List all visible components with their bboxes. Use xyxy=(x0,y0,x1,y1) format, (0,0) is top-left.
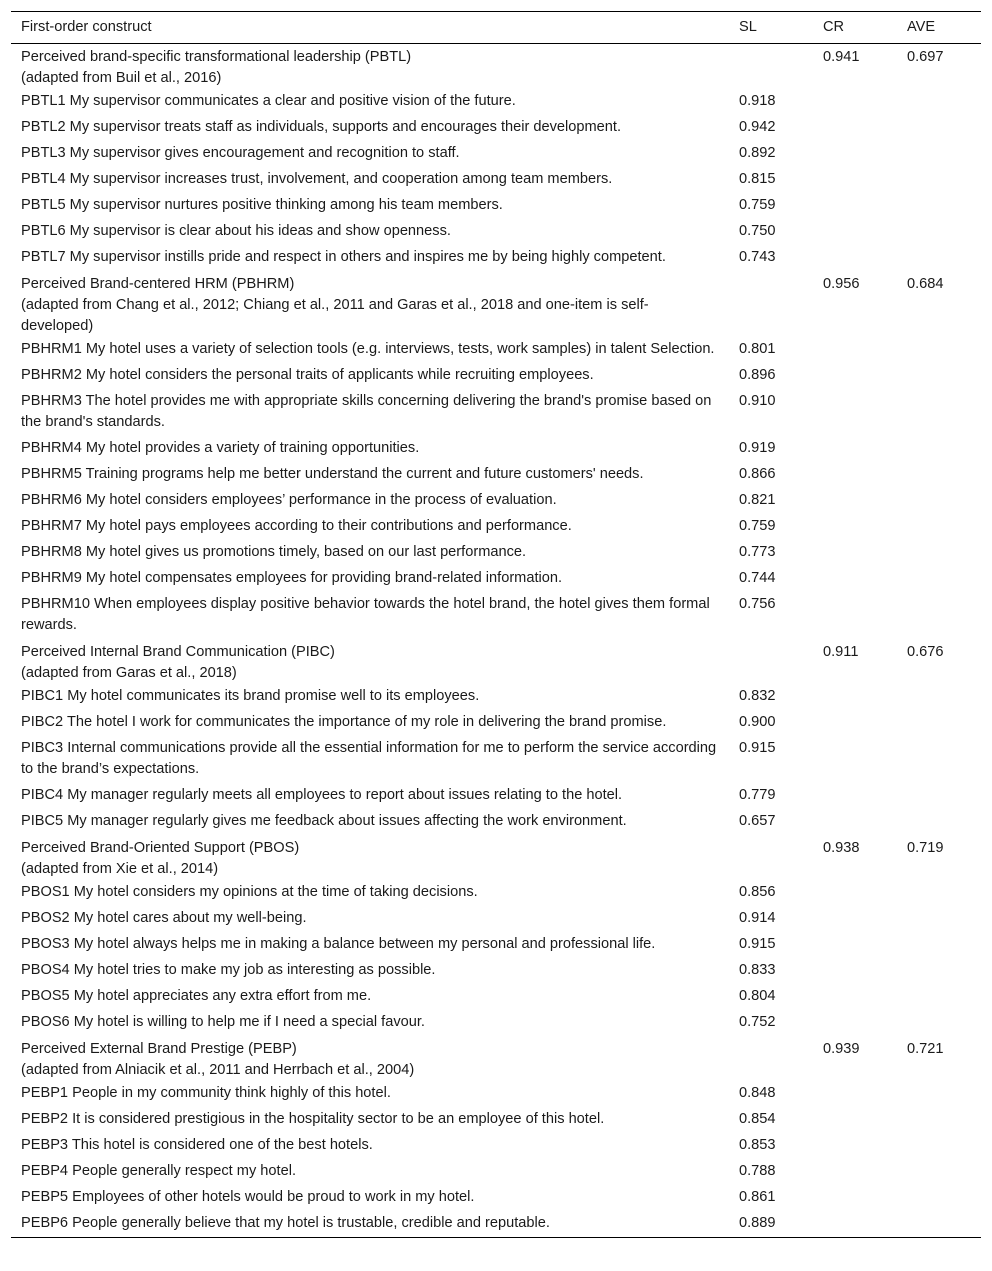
item-sl-value: 0.915 xyxy=(739,936,776,952)
construct-source: (adapted from Xie et al., 2014) xyxy=(21,861,219,877)
item-row xyxy=(11,1107,981,1133)
item-cr-cell xyxy=(813,736,897,783)
construct-title: Perceived Internal Brand Communication (PIBC) xyxy=(21,644,335,660)
item-row xyxy=(11,488,981,514)
item-text: PBHRM9 My hotel compensates employees for providing brand-related information. xyxy=(21,570,563,586)
item-text: PIBC1 My hotel communicates its brand promise well to its employees. xyxy=(21,688,480,704)
construct-cr-value: 0.939 xyxy=(823,1041,860,1057)
item-text: PEBP4 People generally respect my hotel. xyxy=(21,1163,297,1179)
item-sl-value: 0.866 xyxy=(739,466,776,482)
item-sl-value: 0.744 xyxy=(739,570,776,586)
item-ave-cell xyxy=(897,592,981,639)
item-text: PBOS5 My hotel appreciates any extra effort from me. xyxy=(21,988,372,1004)
construct-cr-value: 0.938 xyxy=(823,840,860,856)
header-ave: AVE xyxy=(907,19,936,35)
construct-source: (adapted from Alniacik et al., 2011 and Herrbach et al., 2004) xyxy=(21,1062,415,1078)
item-sl-value: 0.788 xyxy=(739,1163,776,1179)
item-ave-cell xyxy=(897,245,981,271)
item-text: PBHRM2 My hotel considers the personal traits of applicants while recruiting employees. xyxy=(21,367,594,383)
item-row xyxy=(11,462,981,488)
item-cr-cell xyxy=(813,167,897,193)
item-row xyxy=(11,1185,981,1211)
item-ave-cell xyxy=(897,540,981,566)
item-cr-cell xyxy=(813,783,897,809)
item-sl-value: 0.915 xyxy=(739,740,776,756)
header-cr: CR xyxy=(823,19,845,35)
item-ave-cell xyxy=(897,1159,981,1185)
item-cr-cell xyxy=(813,1159,897,1185)
item-cr-cell xyxy=(813,1107,897,1133)
construct-cr-value: 0.911 xyxy=(823,644,859,660)
item-sl-value: 0.848 xyxy=(739,1085,776,1101)
item-text: PBTL7 My supervisor instills pride and respect in others and inspires me by being highly competent. xyxy=(21,249,666,265)
item-sl-value: 0.752 xyxy=(739,1014,776,1030)
item-row xyxy=(11,906,981,932)
item-ave-cell xyxy=(897,1211,981,1238)
item-cr-cell xyxy=(813,932,897,958)
construct-sl-cell xyxy=(729,1036,813,1081)
item-ave-cell xyxy=(897,1185,981,1211)
item-cr-cell xyxy=(813,141,897,167)
item-row xyxy=(11,193,981,219)
construct-sl-cell xyxy=(729,44,813,90)
item-row xyxy=(11,592,981,639)
construct-cr-value: 0.956 xyxy=(823,276,860,292)
item-text: PBHRM7 My hotel pays employees according to their contributions and performance. xyxy=(21,518,572,534)
construct-source: (adapted from Buil et al., 2016) xyxy=(21,70,222,86)
construct-source: (adapted from Chang et al., 2012; Chiang et al., 2011 and Garas et al., 2018 and one-item is self-developed) xyxy=(21,297,649,334)
item-cr-cell xyxy=(813,710,897,736)
item-row xyxy=(11,736,981,783)
item-row xyxy=(11,115,981,141)
item-ave-cell xyxy=(897,89,981,115)
construct-group-row xyxy=(11,44,981,90)
item-row xyxy=(11,436,981,462)
item-cr-cell xyxy=(813,389,897,436)
item-ave-cell xyxy=(897,1010,981,1036)
item-ave-cell xyxy=(897,337,981,363)
item-text: PBHRM1 My hotel uses a variety of selection tools (e.g. interviews, tests, work samples) in talent Selection. xyxy=(21,341,715,357)
construct-cell xyxy=(11,271,729,337)
item-sl-value: 0.896 xyxy=(739,367,776,383)
construct-group-row xyxy=(11,835,981,880)
construct-ave-value: 0.721 xyxy=(907,1041,944,1057)
item-sl-value: 0.918 xyxy=(739,93,776,109)
item-text: PBTL3 My supervisor gives encouragement and recognition to staff. xyxy=(21,145,460,161)
item-text: PEBP3 This hotel is considered one of the best hotels. xyxy=(21,1137,373,1153)
item-row xyxy=(11,89,981,115)
item-row xyxy=(11,337,981,363)
item-cr-cell xyxy=(813,566,897,592)
item-ave-cell xyxy=(897,1133,981,1159)
construct-cr-value: 0.941 xyxy=(823,49,860,65)
item-cr-cell xyxy=(813,880,897,906)
item-row xyxy=(11,245,981,271)
construct-ave-value: 0.719 xyxy=(907,840,944,856)
item-ave-cell xyxy=(897,958,981,984)
item-cr-cell xyxy=(813,540,897,566)
item-cr-cell xyxy=(813,906,897,932)
item-ave-cell xyxy=(897,566,981,592)
item-sl-value: 0.801 xyxy=(739,341,776,357)
item-ave-cell xyxy=(897,193,981,219)
construct-group-row xyxy=(11,639,981,684)
item-ave-cell xyxy=(897,389,981,436)
construct-sl-cell xyxy=(729,271,813,337)
item-sl-value: 0.833 xyxy=(739,962,776,978)
header-row xyxy=(11,12,981,44)
item-ave-cell xyxy=(897,462,981,488)
construct-title: Perceived Brand-Oriented Support (PBOS) xyxy=(21,840,300,856)
item-text: PEBP2 It is considered prestigious in the hospitality sector to be an employee of this hotel. xyxy=(21,1111,605,1127)
item-ave-cell xyxy=(897,436,981,462)
item-cr-cell xyxy=(813,1133,897,1159)
item-cr-cell xyxy=(813,337,897,363)
item-row xyxy=(11,363,981,389)
item-ave-cell xyxy=(897,141,981,167)
item-text: PBOS3 My hotel always helps me in making a balance between my personal and professional life. xyxy=(21,936,656,952)
item-ave-cell xyxy=(897,167,981,193)
item-text: PBHRM6 My hotel considers employees’ performance in the process of evaluation. xyxy=(21,492,557,508)
item-cr-cell xyxy=(813,89,897,115)
table-header xyxy=(11,12,981,44)
item-cr-cell xyxy=(813,984,897,1010)
item-ave-cell xyxy=(897,932,981,958)
construct-cell xyxy=(11,1036,729,1081)
item-text: PIBC2 The hotel I work for communicates the importance of my role in delivering the brand promise. xyxy=(21,714,667,730)
item-sl-value: 0.779 xyxy=(739,787,776,803)
item-cr-cell xyxy=(813,219,897,245)
item-row xyxy=(11,389,981,436)
item-sl-value: 0.919 xyxy=(739,440,776,456)
item-row xyxy=(11,1010,981,1036)
item-sl-value: 0.914 xyxy=(739,910,776,926)
item-sl-value: 0.815 xyxy=(739,171,776,187)
table-container xyxy=(11,11,981,1238)
item-text: PIBC5 My manager regularly gives me feedback about issues affecting the work environment. xyxy=(21,813,627,829)
item-cr-cell xyxy=(813,245,897,271)
item-row xyxy=(11,167,981,193)
item-cr-cell xyxy=(813,363,897,389)
item-row xyxy=(11,141,981,167)
item-cr-cell xyxy=(813,488,897,514)
item-sl-value: 0.910 xyxy=(739,393,776,409)
item-ave-cell xyxy=(897,514,981,540)
item-ave-cell xyxy=(897,710,981,736)
item-row xyxy=(11,1081,981,1107)
item-cr-cell xyxy=(813,514,897,540)
table-body xyxy=(11,44,981,1238)
item-row xyxy=(11,566,981,592)
item-sl-value: 0.854 xyxy=(739,1111,776,1127)
item-sl-value: 0.821 xyxy=(739,492,776,508)
item-ave-cell xyxy=(897,363,981,389)
item-row xyxy=(11,783,981,809)
item-sl-value: 0.657 xyxy=(739,813,776,829)
construct-cell xyxy=(11,639,729,684)
item-text: PEBP5 Employees of other hotels would be proud to work in my hotel. xyxy=(21,1189,475,1205)
item-sl-value: 0.759 xyxy=(739,197,776,213)
construct-ave-value: 0.684 xyxy=(907,276,944,292)
measurement-table xyxy=(11,11,981,1238)
item-ave-cell xyxy=(897,219,981,245)
item-text: PBHRM3 The hotel provides me with appropriate skills concerning delivering the brand's promise based on the brand's standards. xyxy=(21,393,712,430)
item-sl-value: 0.750 xyxy=(739,223,776,239)
item-row xyxy=(11,219,981,245)
item-ave-cell xyxy=(897,736,981,783)
item-text: PBHRM10 When employees display positive behavior towards the hotel brand, the hotel gives them formal rewards. xyxy=(21,596,710,633)
item-row xyxy=(11,1159,981,1185)
item-text: PBHRM5 Training programs help me better understand the current and future customers' needs. xyxy=(21,466,644,482)
item-text: PBOS2 My hotel cares about my well-being. xyxy=(21,910,307,926)
item-cr-cell xyxy=(813,1081,897,1107)
item-text: PEBP1 People in my community think highly of this hotel. xyxy=(21,1085,391,1101)
item-sl-value: 0.942 xyxy=(739,119,776,135)
item-sl-value: 0.759 xyxy=(739,518,776,534)
construct-ave-value: 0.676 xyxy=(907,644,944,660)
item-cr-cell xyxy=(813,684,897,710)
item-sl-value: 0.853 xyxy=(739,1137,776,1153)
item-ave-cell xyxy=(897,1107,981,1133)
construct-title: Perceived brand-specific transformational leadership (PBTL) xyxy=(21,49,412,65)
construct-title: Perceived External Brand Prestige (PEBP) xyxy=(21,1041,297,1057)
item-text: PBOS4 My hotel tries to make my job as interesting as possible. xyxy=(21,962,436,978)
item-row xyxy=(11,932,981,958)
item-ave-cell xyxy=(897,880,981,906)
construct-group-row xyxy=(11,271,981,337)
item-row xyxy=(11,1133,981,1159)
item-row xyxy=(11,514,981,540)
item-cr-cell xyxy=(813,592,897,639)
item-text: PBOS6 My hotel is willing to help me if I need a special favour. xyxy=(21,1014,425,1030)
item-sl-value: 0.756 xyxy=(739,596,776,612)
item-ave-cell xyxy=(897,783,981,809)
item-cr-cell xyxy=(813,436,897,462)
item-text: PIBC4 My manager regularly meets all employees to report about issues relating to the hotel. xyxy=(21,787,623,803)
item-cr-cell xyxy=(813,809,897,835)
item-sl-value: 0.743 xyxy=(739,249,776,265)
item-text: PBTL2 My supervisor treats staff as individuals, supports and encourages their development. xyxy=(21,119,622,135)
item-text: PBHRM8 My hotel gives us promotions timely, based on our last performance. xyxy=(21,544,527,560)
item-sl-value: 0.889 xyxy=(739,1215,776,1231)
item-ave-cell xyxy=(897,984,981,1010)
item-cr-cell xyxy=(813,193,897,219)
item-ave-cell xyxy=(897,488,981,514)
item-cr-cell xyxy=(813,1185,897,1211)
construct-ave-value: 0.697 xyxy=(907,49,944,65)
header-construct: First-order construct xyxy=(21,19,152,35)
item-row xyxy=(11,684,981,710)
item-cr-cell xyxy=(813,958,897,984)
item-cr-cell xyxy=(813,1010,897,1036)
item-row xyxy=(11,1211,981,1238)
construct-sl-cell xyxy=(729,639,813,684)
item-text: PBOS1 My hotel considers my opinions at the time of taking decisions. xyxy=(21,884,478,900)
item-text: PBTL1 My supervisor communicates a clear and positive vision of the future. xyxy=(21,93,516,109)
item-ave-cell xyxy=(897,115,981,141)
header-sl: SL xyxy=(739,19,757,35)
item-text: PBTL4 My supervisor increases trust, involvement, and cooperation among team members. xyxy=(21,171,613,187)
item-text: PBHRM4 My hotel provides a variety of training opportunities. xyxy=(21,440,420,456)
construct-sl-cell xyxy=(729,835,813,880)
item-sl-value: 0.892 xyxy=(739,145,776,161)
construct-cell xyxy=(11,835,729,880)
item-cr-cell xyxy=(813,1211,897,1238)
item-row xyxy=(11,710,981,736)
item-row xyxy=(11,540,981,566)
construct-title: Perceived Brand-centered HRM (PBHRM) xyxy=(21,276,295,292)
item-text: PEBP6 People generally believe that my hotel is trustable, credible and reputable. xyxy=(21,1215,550,1231)
item-ave-cell xyxy=(897,684,981,710)
item-sl-value: 0.856 xyxy=(739,884,776,900)
item-row xyxy=(11,809,981,835)
item-row xyxy=(11,880,981,906)
item-sl-value: 0.861 xyxy=(739,1189,776,1205)
item-sl-value: 0.832 xyxy=(739,688,776,704)
construct-source: (adapted from Garas et al., 2018) xyxy=(21,665,237,681)
item-row xyxy=(11,958,981,984)
construct-cell xyxy=(11,44,729,90)
item-text: PBTL5 My supervisor nurtures positive thinking among his team members. xyxy=(21,197,503,213)
item-ave-cell xyxy=(897,906,981,932)
item-row xyxy=(11,984,981,1010)
item-cr-cell xyxy=(813,462,897,488)
item-ave-cell xyxy=(897,809,981,835)
item-ave-cell xyxy=(897,1081,981,1107)
item-sl-value: 0.773 xyxy=(739,544,776,560)
construct-group-row xyxy=(11,1036,981,1081)
item-cr-cell xyxy=(813,115,897,141)
item-text: PIBC3 Internal communications provide all the essential information for me to perform the service according to the brand’s expectations. xyxy=(21,740,717,777)
item-text: PBTL6 My supervisor is clear about his ideas and show openness. xyxy=(21,223,451,239)
item-sl-value: 0.804 xyxy=(739,988,776,1004)
item-sl-value: 0.900 xyxy=(739,714,776,730)
